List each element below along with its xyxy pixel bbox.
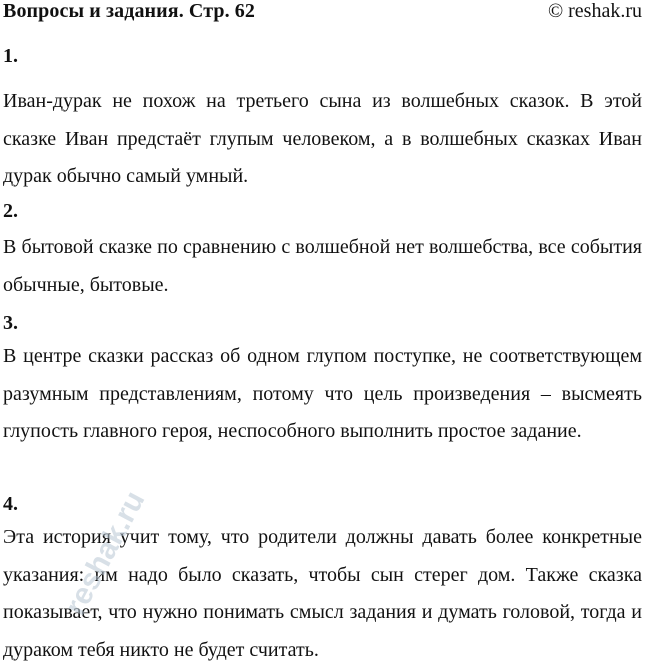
question-number-1: 1. — [3, 45, 18, 67]
page-header — [3, 0, 642, 24]
answer-text-2: В бытовой сказке по сравнению с волшебной нет волшебства, все события обычные, бытовые. — [3, 236, 642, 296]
answer-text-1: Иван-дурак не похож на третьего сына из волшебных сказок. В этой сказке Иван предстаёт глупым человеком, а в волшебных сказках Иван дурак обычно самый умный. — [3, 90, 642, 187]
question-number-3: 3. — [3, 312, 18, 334]
answer-text-3: В центре сказки рассказ об одном глупом поступке, не соответствующем разумным представлениям, потому что цель произведения – высмеять глупость главного героя, неспособного выполнить простое задание. — [3, 345, 642, 442]
question-number-2: 2. — [3, 200, 18, 222]
watermark-logo: reshak.ru — [58, 485, 152, 621]
page-title: Вопросы и задания. Стр. 62 — [3, 0, 255, 22]
question-number-4: 4. — [3, 493, 18, 515]
answer-text-4: Эта история учит тому, что родители должны давать более конкретные указания: им надо было сказать, чтобы сын стерег дом. Также сказка показывает, что нужно понимать смысл задания и думать головой, тогда и дураком тебя никто не будет считать. — [3, 526, 642, 661]
source-credit: © reshak.ru — [547, 0, 642, 22]
